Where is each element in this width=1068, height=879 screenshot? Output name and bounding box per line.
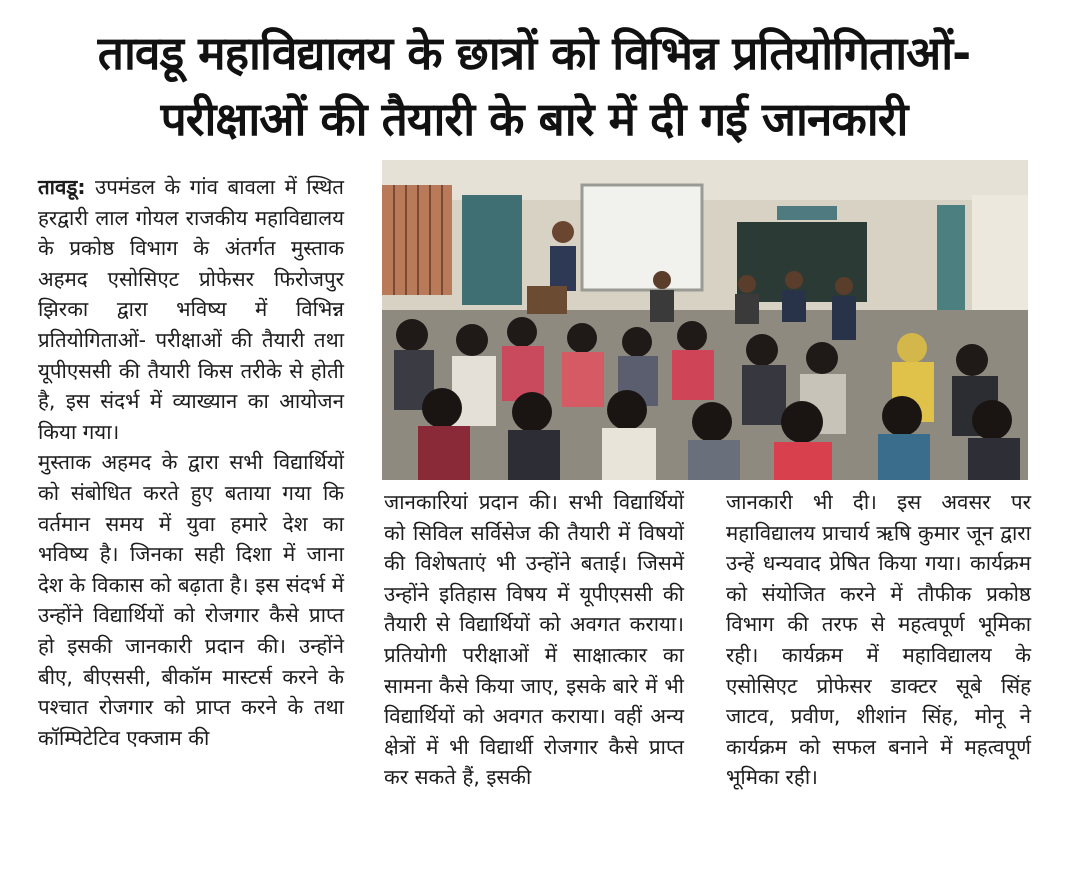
intro-text: उपमंडल के गांव बावला में स्थित हरद्वारी लाल गोयल राजकीय महाविद्यालय के प्रकोष्ठ विभाग के अंतर्गत मुस्ताक अहमद एसोसिएट प्रोफेसर फिरोजपुर झिरका द्वारा भविष्य में विभिन्न प्रतियोगिताओं- परीक्षाओं की तैयारी तथा यूपीएससी की तैयारी किस तरीके से होती है, इस संदर्भ में व्याख्यान का आयोजन किया गया। <box>38 175 344 444</box>
headline <box>20 20 1048 152</box>
event-photo <box>382 160 1028 480</box>
lecture-hall-illustration <box>382 160 1028 480</box>
headline-line-2: परीक्षाओं की तैयारी के बारे में दी गई जानकारी <box>160 92 908 146</box>
headline-line-1: तावडू महाविद्यालय के छात्रों को विभिन्न प्रतियोगिताओं- <box>97 26 971 80</box>
intro-paragraph <box>38 172 344 447</box>
dateline: तावडू: <box>38 175 86 199</box>
body-paragraph-3: जानकारी भी दी। इस अवसर पर महाविद्यालय प्राचार्य ऋषि कुमार जून द्वारा उन्हें धन्यवाद प्रेषित किया गया। कार्यक्रम को संयोजित करने में तौफीक प्रकोष्ठ विभाग की तरफ से महत्वपूर्ण भूमिका रही। कार्यक्रम में महाविद्यालय के एसोसिएट प्रोफेसर डाक्टर सूबे सिंह जाटव, प्रवीण, शीशांन सिंह, मोनू ने कार्यक्रम को सफल बनाने में महत्वपूर्ण भूमिका रही। <box>726 490 1031 790</box>
body-paragraph-2: जानकारियां प्रदान की। सभी विद्यार्थियों को सिविल सर्विसेज की तैयारी में विषयों की विशेषताएं भी उन्होंने बताई। जिसमें उन्होंने इतिहास विषय में यूपीएससी की तैयारी से विद्यार्थियों को अवगत कराया। प्रतियोगी परीक्षाओं में साक्षात्कार का सामना कैसे किया जाए, इसके बारे में भी विद्यार्थियों को अवगत कराया। वहीं अन्य क्षेत्रों में भी विद्यार्थी रोजगार कैसे प्राप्त कर सकते हैं, इसकी <box>384 490 684 790</box>
article-column-3 <box>726 487 1031 793</box>
article-column-1 <box>38 172 344 753</box>
article-column-2 <box>384 487 684 793</box>
body-paragraph-1: मुस्ताक अहमद के द्वारा सभी विद्यार्थियों को संबोधित करते हुए बताया गया कि वर्तमान समय में युवा हमारे देश का भविष्य है। जिनका सही दिशा में जाना देश के विकास को बढ़ाता है। इस संदर्भ में उन्होंने विद्यार्थियों को रोजगार कैसे प्राप्त हो इसकी जानकारी प्रदान की। उन्होंने बीए, बीएससी, बीकॉम मास्टर्स करने के पश्चात रोजगार को प्राप्त करने के तथा कॉम्पिटेटिव एक्जाम की <box>38 450 344 750</box>
